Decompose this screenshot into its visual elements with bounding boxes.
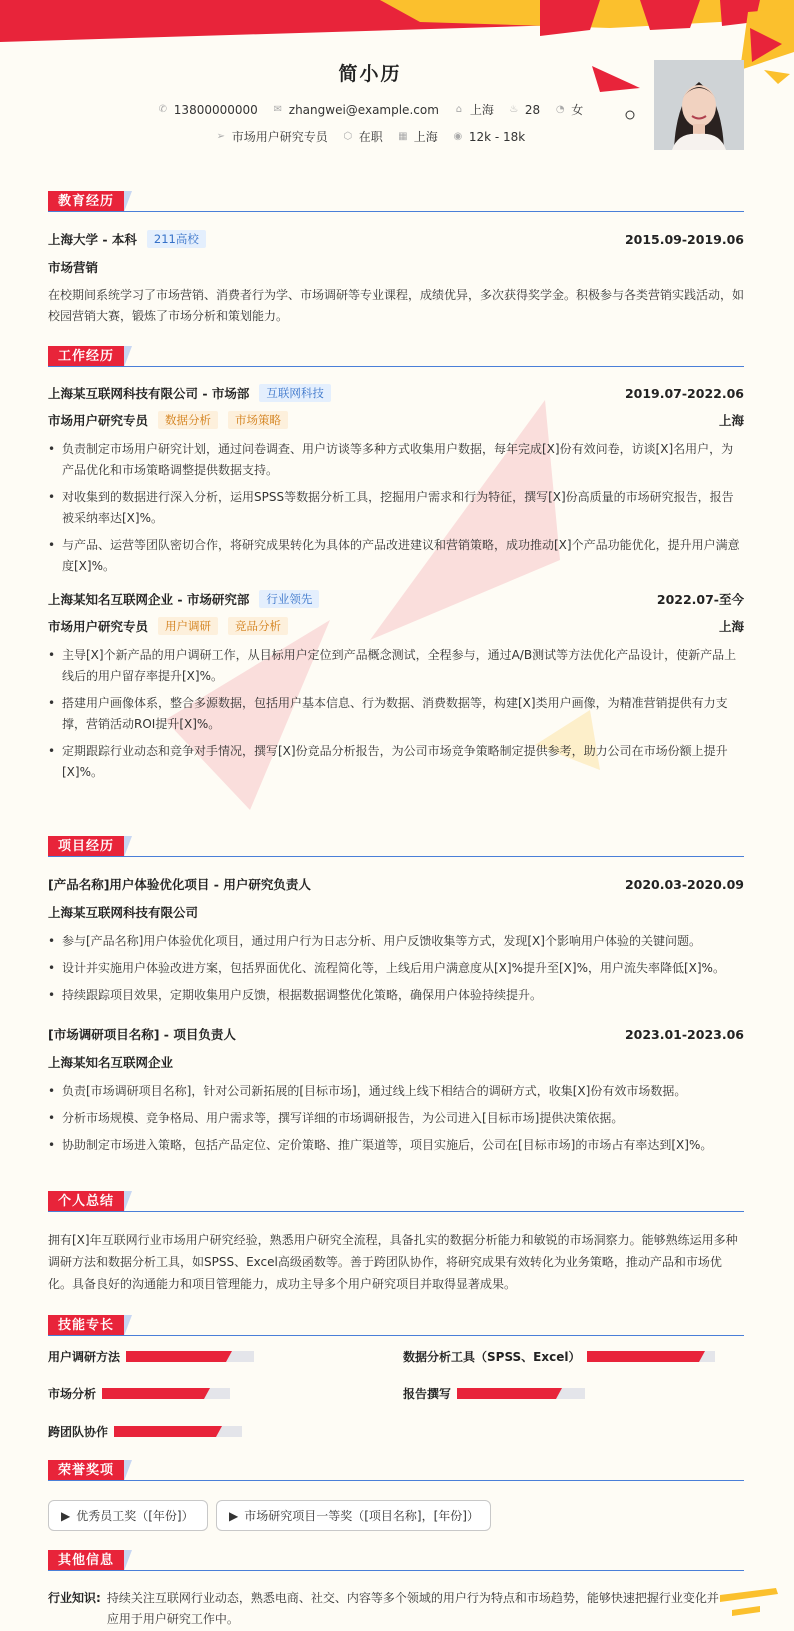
work-date: 2019.07-2022.06 (624, 385, 744, 401)
skill-name: 跨团队协作 (48, 1425, 109, 1439)
list-item: • 负责制定市场用户研究计划，通过问卷调查、用户访谈等多种方式收集用户数据，每年完成[X]份有效问卷，访谈[X]名用户，为产品优化和市场策略调整提供数据支持。 (48, 439, 744, 481)
project-bullets (48, 1081, 744, 1156)
job-title: 市场用户研究专员 (48, 619, 149, 634)
age-icon: ♨ (509, 103, 519, 115)
skill-name: 用户调研方法 (48, 1350, 121, 1364)
work-location: 上海 (718, 619, 744, 634)
skill-item (48, 1348, 254, 1365)
education-left (48, 230, 206, 248)
project-entry (48, 1025, 744, 1162)
contact-row (0, 101, 740, 118)
play-icon: ▶ (229, 1508, 239, 1523)
skills-section-title: 技能专长 (48, 1315, 124, 1336)
section-divider (48, 1480, 744, 1481)
school-name: 上海大学 - 本科 (48, 232, 137, 247)
phone-item (157, 101, 258, 118)
list-item: • 分析市场规模、竞争格局、用户需求等，撰写详细的市场调研报告，为公司进入[目标市场]提供决策依据。 (48, 1108, 744, 1129)
status-icon: ⬡ (343, 130, 353, 142)
list-item: • 设计并实施用户体验改进方案，包括界面优化、流程简化等，上线后用户满意度从[X]%提升至[X]%，用户流失率降低[X]%。 (48, 958, 744, 979)
city-text: 上海 (469, 103, 494, 117)
resume-header (0, 0, 794, 180)
project-header-row (48, 875, 744, 893)
project-name: [产品名称]用户体验优化项目 - 用户研究负责人 (48, 877, 311, 892)
work-title-row (48, 617, 744, 635)
project-entry (48, 875, 744, 1012)
projects-section-title: 项目经历 (48, 836, 124, 857)
project-bullets (48, 931, 744, 1006)
position-text: 市场用户研究专员 (231, 130, 328, 144)
other-text: 持续关注互联网行业动态，熟悉电商、社交、内容等多个领域的用户行为特点和市场趋势，能够快速把握行业变化并应用于用户研究工作中。 (106, 1591, 719, 1626)
list-item: • 负责[市场调研项目名称]，针对公司新拓展的[目标市场]，通过线上线下相结合的调研方式，收集[X]份有效市场数据。 (48, 1081, 744, 1102)
work-bullets (48, 645, 744, 783)
project-date: 2020.03-2020.09 (624, 876, 744, 892)
award-text: 优秀员工奖（[年份]） (76, 1509, 194, 1523)
work-location: 上海 (718, 413, 744, 428)
position-item (215, 128, 328, 145)
work-title-row (48, 411, 744, 429)
skill-name: 市场分析 (48, 1387, 97, 1401)
summary-text: 拥有[X]年互联网行业市场用户研究经验，熟悉用户研究全流程，具备扎实的数据分析能力和敏锐的市场洞察力。能够熟练运用多种调研方法和数据分析工具，如SPSS、Excel高级函数等。善于跨团队协作，将研究成果有效转化为业务策略，推动产品和市场优化。具备良好的沟通能力和项目管理能力，成功主导多个用户研究项目并取得显著成果。 (48, 1233, 738, 1291)
status-text: 在职 (358, 130, 383, 144)
work-section-title: 工作经历 (48, 346, 124, 367)
skill-item (403, 1348, 715, 1365)
project-name: [市场调研项目名称] - 项目负责人 (48, 1027, 236, 1042)
skill-item (403, 1385, 585, 1402)
work-date: 2022.07-至今 (656, 592, 744, 607)
section-divider (48, 211, 744, 212)
skill-bar (126, 1351, 254, 1362)
skill-item (48, 1385, 230, 1402)
other-section-header (48, 1550, 744, 1572)
work-header-row (48, 590, 744, 608)
skill-tag: 竞品分析 (228, 617, 288, 635)
work-entry (48, 590, 744, 789)
other-section-title: 其他信息 (48, 1550, 124, 1571)
work-header-row (48, 384, 744, 402)
gender-icon: ◔ (555, 103, 565, 115)
work-entry (48, 384, 744, 583)
work-left (48, 590, 319, 608)
age-text: 28 (524, 102, 541, 117)
awards-section-title: 荣誉奖项 (48, 1460, 124, 1481)
list-item: • 定期跟踪行业动态和竞争对手情况，撰写[X]份竞品分析报告，为公司市场竞争策略制定提供参考，助力公司在市场份额上提升[X]%。 (48, 741, 744, 783)
list-item: • 对收集到的数据进行深入分析，运用SPSS等数据分析工具，挖掘用户需求和行为特征，撰写[X]份高质量的市场研究报告，报告被采纳率达[X]%。 (48, 487, 744, 529)
list-item: • 参与[产品名称]用户体验优化项目，通过用户行为日志分析、用户反馈收集等方式，发现[X]个影响用户体验的关键问题。 (48, 931, 744, 952)
work-city-text: 上海 (413, 130, 438, 144)
work-section-header (48, 346, 744, 368)
skill-bar-fill (114, 1426, 216, 1437)
award-text: 市场研究项目一等奖（[项目名称]，[年份]） (244, 1509, 479, 1523)
skill-name: 报告撰写 (403, 1387, 452, 1401)
award-item (48, 1500, 208, 1531)
list-item: • 搭建用户画像体系，整合多源数据，包括用户基本信息、行为数据、消费数据等，构建[X]类用户画像，为精准营销提供有力支撑，营销活动ROI提升[X]%。 (48, 693, 744, 735)
salary-icon: ◉ (453, 130, 463, 142)
company-tag: 互联网科技 (259, 384, 331, 402)
summary-section-header (48, 1191, 744, 1213)
work-city-item (397, 128, 438, 145)
award-item (216, 1500, 491, 1531)
section-divider (48, 1570, 744, 1571)
skill-bar-fill (587, 1351, 700, 1362)
company-name: 上海某知名互联网企业 - 市场研究部 (48, 592, 250, 607)
salary-text: 12k - 18k (468, 129, 526, 144)
avatar-icon (654, 60, 744, 150)
email-text: zhangwei@example.com (288, 102, 439, 117)
project-company: 上海某互联网科技有限公司 (48, 905, 199, 920)
summary-section-title: 个人总结 (48, 1191, 124, 1212)
skill-tag: 市场策略 (228, 411, 288, 429)
project-date: 2023.01-2023.06 (624, 1026, 744, 1042)
age-item (508, 101, 540, 118)
project-company: 上海某知名互联网企业 (48, 1055, 174, 1070)
skill-bar-fill (457, 1388, 556, 1399)
skill-bar-fill (102, 1388, 204, 1399)
phone-text: 13800000000 (173, 102, 258, 117)
section-divider (48, 1335, 744, 1336)
skills-section-header (48, 1315, 744, 1337)
list-item: • 持续跟踪项目效果，定期收集用户反馈，根据数据调整优化策略，确保用户体验持续提升。 (48, 985, 744, 1006)
other-info (48, 1588, 744, 1630)
salary-item (452, 128, 525, 145)
home-icon: ⌂ (455, 103, 463, 115)
school-tag: 211高校 (147, 230, 206, 248)
section-divider (48, 366, 744, 367)
candidate-name: 简小历 (338, 63, 402, 85)
awards-section-header (48, 1460, 744, 1482)
work-title-left (48, 411, 288, 429)
job-title: 市场用户研究专员 (48, 413, 149, 428)
gender-item (554, 101, 583, 118)
skill-bar (114, 1426, 242, 1437)
work-bullets (48, 439, 744, 577)
building-icon: ▦ (398, 130, 408, 142)
skill-bar (102, 1388, 230, 1399)
skill-bar (457, 1388, 585, 1399)
section-divider (48, 856, 744, 857)
job-intent-row (0, 128, 740, 145)
work-left (48, 384, 331, 402)
list-item: • 主导[X]个新产品的用户调研工作，从目标用户定位到产品概念测试，全程参与，通过A/B测试等方法优化产品设计，使新产品上线后的用户留存率提升[X]%。 (48, 645, 744, 687)
projects-section-header (48, 836, 744, 858)
play-icon: ▶ (61, 1508, 71, 1523)
send-icon: ➢ (216, 130, 225, 142)
other-label: 行业知识: (48, 1591, 101, 1605)
skill-tag: 数据分析 (158, 411, 218, 429)
email-item (272, 101, 439, 118)
section-divider (48, 1211, 744, 1212)
work-title-left (48, 617, 288, 635)
major-name: 市场营销 (48, 260, 99, 275)
education-header-row (48, 230, 744, 248)
skill-item (48, 1423, 242, 1440)
list-item: • 与产品、运营等团队密切合作，将研究成果转化为具体的产品改进建议和营销策略，成功推动[X]个产品功能优化，提升用户满意度[X]%。 (48, 535, 744, 577)
education-date: 2015.09-2019.06 (624, 231, 744, 247)
avatar-photo (654, 60, 744, 150)
mail-icon: ✉ (273, 103, 282, 115)
skill-bar (587, 1351, 715, 1362)
skill-name: 数据分析工具（SPSS、Excel） (403, 1350, 581, 1364)
education-section-title: 教育经历 (48, 191, 124, 212)
skill-tag: 用户调研 (158, 617, 218, 635)
phone-icon: ✆ (158, 103, 167, 115)
education-description: 在校期间系统学习了市场营销、消费者行为学、市场调研等专业课程，成绩优异，多次获得奖学金。积极参与各类营销实践活动，如校园营销大赛，锻炼了市场分析和策划能力。 (48, 288, 745, 323)
company-tag: 行业领先 (259, 590, 319, 608)
project-header-row (48, 1025, 744, 1043)
skill-bar-fill (126, 1351, 226, 1362)
list-item: • 协助制定市场进入策略，包括产品定位、定价策略、推广渠道等，项目实施后，公司在[目标市场]的市场占有率达到[X]%。 (48, 1135, 744, 1156)
gender-text: 女 (571, 103, 584, 117)
status-item (342, 128, 383, 145)
company-name: 上海某互联网科技有限公司 - 市场部 (48, 386, 250, 401)
education-section-header (48, 191, 744, 213)
education-entry (48, 230, 744, 327)
city-item (453, 101, 494, 118)
